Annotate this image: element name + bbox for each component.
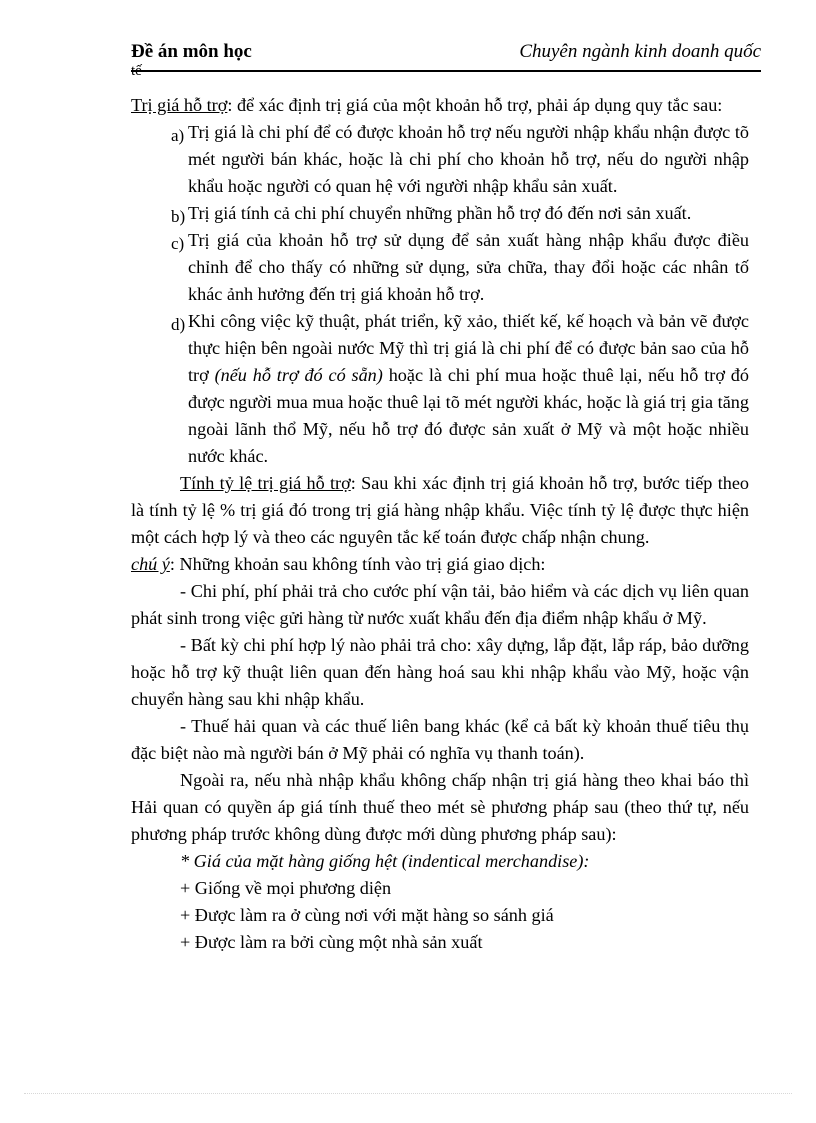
page-footer-divider bbox=[24, 1093, 792, 1094]
method-point: + Được làm ra bởi cùng một nhà sản xuất bbox=[180, 932, 483, 952]
intro-text: : để xác định trị giá của một khoản hỗ trợ, phải áp dụng quy tắc sau: bbox=[227, 95, 723, 115]
exclusion-item: - Bất kỳ chi phí hợp lý nào phải trả cho: xây dựng, lắp đặt, lắp ráp, bảo dưỡng hoặc hỗ trợ kỹ thuật liên quan đến hàng hoá sau khi nhập khẩu vào Mỹ, hoặc vận chuyển hàng sau khi nhập khẩu. bbox=[131, 635, 749, 709]
header-course-title: Đề án môn học bbox=[131, 41, 252, 62]
note-text: : Những khoản sau không tính vào trị giá giao dịch: bbox=[169, 554, 546, 574]
rule-marker: a) bbox=[171, 126, 185, 145]
page-header bbox=[131, 38, 761, 70]
rule-item bbox=[131, 200, 749, 227]
rule-text: Khi công việc kỹ thuật, phát triển, kỹ xảo, thiết kế, kế hoạch và bản vẽ được thực hiện bên ngoài nước Mỹ thì trị giá là chi phí để có được bản sao của hỗ trợ bbox=[188, 311, 749, 385]
rule-text: hoặc là chi phí mua hoặc thuê lại, nếu hỗ trợ đó được người mua mua hoặc thuê lại tõ mét người khác, hoặc là giá trị gia tăng ngoài lãnh thổ Mỹ, nếu hỗ trợ đó được sản xuất ở Mỹ và một hoặc nhiều nước khác. bbox=[188, 365, 749, 466]
note-paragraph bbox=[131, 551, 749, 578]
rule-marker: d) bbox=[171, 315, 186, 334]
ratio-paragraph bbox=[131, 470, 749, 551]
header-major-title: Chuyên ngành kinh doanh quốc bbox=[519, 41, 761, 62]
method-point: + Được làm ra ở cùng nơi với mặt hàng so sánh giá bbox=[180, 905, 554, 925]
header-major-title-wrap: tế bbox=[131, 63, 142, 79]
rule-marker: b) bbox=[171, 207, 186, 226]
intro-term: Trị giá hỗ trợ bbox=[131, 95, 228, 115]
exclusion-item: - Chi phí, phí phải trả cho cước phí vận tải, bảo hiểm và các dịch vụ liên quan phát sinh trong việc gửi hàng từ nước xuất khẩu đến địa điểm nhập khẩu ở Mỹ. bbox=[131, 581, 749, 628]
rule-text: Trị giá tính cả chi phí chuyển những phần hỗ trợ đó đến nơi sản xuất. bbox=[188, 203, 692, 223]
note-term: chú ý bbox=[131, 554, 170, 574]
method-heading: * Giá của mặt hàng giống hệt (indentical merchandise): bbox=[180, 851, 590, 871]
closing-paragraph: Ngoài ra, nếu nhà nhập khẩu không chấp nhận trị giá hàng theo khai báo thì Hải quan có quyền áp giá tính thuế theo mét sè phương pháp sau (theo thứ tự, nếu phương pháp trước không dùng được mới dùng phương pháp sau): bbox=[131, 770, 749, 844]
method-point: + Giống về mọi phương diện bbox=[180, 878, 392, 898]
rule-item bbox=[131, 119, 749, 200]
rule-text-italic: (nếu hỗ trợ đó có sẵn) bbox=[214, 365, 383, 385]
rule-text: Trị giá là chi phí để có được khoản hỗ trợ nếu người nhập khẩu nhận được tõ mét người bán khác, hoặc là chi phí cho khoản hỗ trợ, nếu do người nhập khẩu hoặc người có quan hệ với người nhập khẩu sản xuất. bbox=[188, 122, 749, 196]
ratio-text: : Sau khi xác định trị giá khoản hỗ trợ, bước tiếp theo là tính tỷ lệ % trị giá đó trong trị giá hàng nhập khẩu. Việc tính tỷ lệ được thực hiện một cách hợp lý và theo các nguyên tắc kế toán được chấp nhận chung. bbox=[131, 473, 750, 547]
ratio-term: Tính tỷ lệ trị giá hỗ trợ bbox=[180, 473, 351, 493]
header-rule bbox=[131, 70, 761, 72]
document-body bbox=[131, 92, 749, 956]
rule-item bbox=[131, 308, 749, 470]
exclusion-item: - Thuế hải quan và các thuế liên bang khác (kể cả bất kỳ khoản thuế tiêu thụ đặc biệt nào mà người bán ở Mỹ phải có nghĩa vụ thanh toán). bbox=[131, 716, 749, 763]
intro-paragraph bbox=[131, 92, 749, 119]
rule-item bbox=[131, 227, 749, 308]
rule-marker: c) bbox=[171, 234, 185, 253]
rule-text: Trị giá của khoản hỗ trợ sử dụng để sản xuất hàng nhập khẩu được điều chỉnh để cho thấy có những sử dụng, sửa chữa, thay đổi hoặc các nhân tố khác ảnh hưởng đến trị giá khoản hỗ trợ. bbox=[188, 230, 749, 304]
